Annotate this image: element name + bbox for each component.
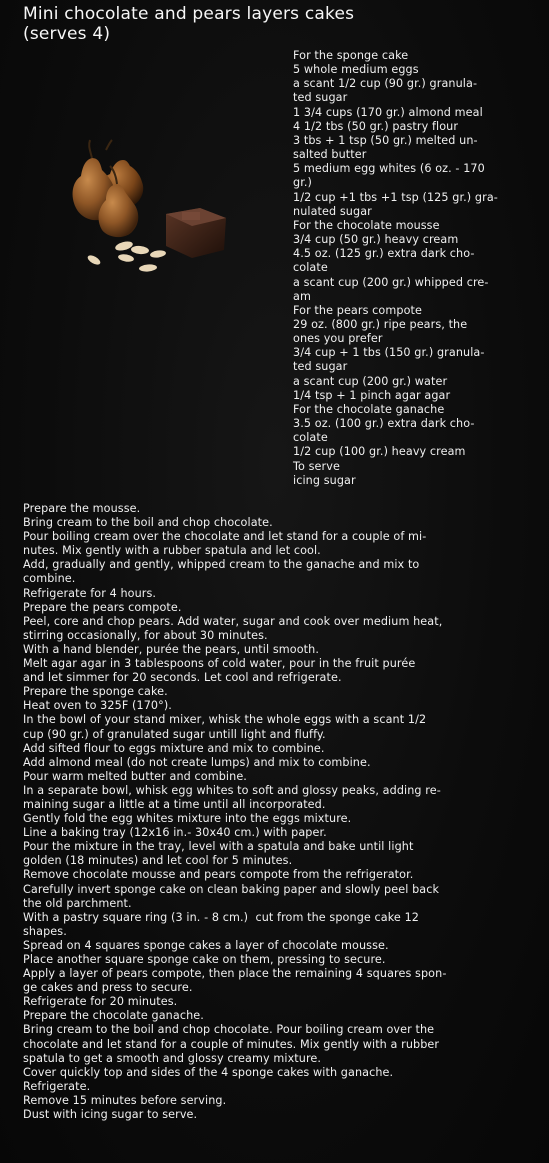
method-line: chocolate and let stand for a couple of minutes. Mix gently with a rubber bbox=[23, 1037, 440, 1051]
almonds bbox=[86, 240, 166, 272]
method-line: spatula to get a smooth and glossy creamy mixture. bbox=[23, 1051, 322, 1065]
method-line: Melt agar agar in 3 tablespoons of cold water, pour in the fruit purée bbox=[23, 657, 416, 671]
method-line: cup (90 gr.) of granulated sugar untill light and fluffy. bbox=[23, 727, 326, 741]
ingredient-line: 1/2 cup (100 gr.) heavy cream bbox=[293, 445, 466, 459]
method-line: golden (18 minutes) and let cool for 5 minutes. bbox=[23, 854, 293, 868]
ingredient-line: 4 1/2 tbs (50 gr.) pastry flour bbox=[293, 119, 459, 133]
pears-chocolate-photo bbox=[70, 138, 240, 278]
ingredient-line: a scant cup (200 gr.) whipped cre- bbox=[293, 275, 489, 289]
method-line: Apply a layer of pears compote, then place the remaining 4 squares spon- bbox=[23, 967, 447, 981]
method-line: Add, gradually and gently, whipped cream to the ganache and mix to bbox=[23, 558, 420, 572]
method-line: maining sugar a little at a time until all incorporated. bbox=[23, 797, 326, 811]
method-line: Line a baking tray (12x16 in.- 30x40 cm.) with paper. bbox=[23, 826, 327, 840]
method-line: shapes. bbox=[23, 924, 67, 938]
ingredient-line: For the sponge cake bbox=[293, 49, 409, 62]
ingredient-line: ted sugar bbox=[293, 360, 348, 374]
method-line: Place another square sponge cake on them, pressing to secure. bbox=[23, 953, 386, 966]
method-line: Pour boiling cream over the chocolate and let stand for a couple of mi- bbox=[23, 530, 427, 544]
method-line: nutes. Mix gently with a rubber spatula and let cool. bbox=[23, 544, 321, 558]
method-line: Pour warm melted butter and combine. bbox=[23, 769, 247, 783]
ingredient-line: colate bbox=[293, 261, 328, 275]
ingredient-line: 3/4 cup (50 gr.) heavy cream bbox=[293, 233, 459, 247]
method-line: Add almond meal (do not create lumps) and mix to combine. bbox=[23, 755, 371, 769]
method-line: Refrigerate for 20 minutes. bbox=[23, 995, 178, 1009]
method-line: With a pastry square ring (3 in. - 8 cm.) cut from the sponge cake 12 bbox=[23, 910, 419, 924]
chocolate-chunk bbox=[166, 208, 226, 258]
ingredient-line: 1 3/4 cups (170 gr.) almond meal bbox=[293, 105, 483, 119]
method-line: Dust with icing sugar to serve. bbox=[23, 1108, 198, 1122]
ingredient-line: To serve bbox=[293, 459, 340, 473]
method-line: Prepare the sponge cake. bbox=[23, 685, 168, 699]
ingredient-line: 5 medium egg whites (6 oz. - 170 bbox=[293, 162, 485, 176]
method-line: stirring occasionally, for about 30 minutes. bbox=[23, 628, 268, 642]
ingredient-line: 1/4 tsp + 1 pinch agar agar bbox=[293, 388, 451, 402]
ingredient-line: 29 oz. (800 gr.) ripe pears, the bbox=[293, 317, 468, 331]
method-line: Heat oven to 325F (170°). bbox=[23, 699, 172, 713]
ingredient-line: icing sugar bbox=[293, 473, 356, 487]
method-line: the old parchment. bbox=[23, 896, 132, 910]
method-line: Remove 15 minutes before serving. bbox=[23, 1093, 227, 1107]
ingredient-line: For the pears compote bbox=[293, 303, 422, 317]
ingredient-line: For the chocolate mousse bbox=[293, 218, 440, 232]
ingredient-line: colate bbox=[293, 431, 328, 445]
method-line: Remove chocolate mousse and pears compote from the refrigerator. bbox=[23, 868, 414, 882]
method-line: ge cakes and press to secure. bbox=[23, 981, 193, 995]
method-line: combine. bbox=[23, 572, 76, 586]
method-line: Prepare the mousse. bbox=[23, 502, 141, 515]
ingredient-line: 3.5 oz. (100 gr.) extra dark cho- bbox=[293, 417, 475, 431]
ingredients-list bbox=[293, 49, 538, 488]
ingredient-line: 4.5 oz. (125 gr.) extra dark cho- bbox=[293, 247, 475, 261]
method-line: Add sifted flour to eggs mixture and mix to combine. bbox=[23, 741, 325, 755]
ingredient-line: a scant cup (200 gr.) water bbox=[293, 374, 448, 388]
ingredient-line: nulated sugar bbox=[293, 204, 372, 218]
method-line: Pour the mixture in the tray, level with a spatula and bake until light bbox=[23, 840, 414, 854]
ingredient-line: salted butter bbox=[293, 148, 367, 162]
ingredient-line: 5 whole medium eggs bbox=[293, 63, 419, 77]
ingredient-line: ones you prefer bbox=[293, 332, 383, 346]
ingredient-line: gr.) bbox=[293, 176, 312, 190]
ingredient-line: For the chocolate ganache bbox=[293, 402, 445, 416]
method-line: Bring cream to the boil and chop chocolate. bbox=[23, 516, 273, 530]
method-line: Refrigerate for 4 hours. bbox=[23, 586, 157, 600]
method-line: Prepare the pears compote. bbox=[23, 600, 182, 614]
method-line: Carefully invert sponge cake on clean baking paper and slowly peel back bbox=[23, 882, 440, 896]
ingredient-line: 3 tbs + 1 tsp (50 gr.) melted un- bbox=[293, 133, 478, 147]
method-line: Bring cream to the boil and chop chocolate. Pour boiling cream over the bbox=[23, 1023, 435, 1037]
ingredient-line: 3/4 cup + 1 tbs (150 gr.) granula- bbox=[293, 346, 485, 360]
method-line: Refrigerate. bbox=[23, 1079, 91, 1093]
recipe-title bbox=[23, 4, 403, 44]
recipe-title-line-2: (serves 4) bbox=[23, 24, 111, 44]
method-steps bbox=[23, 502, 538, 1122]
method-line: Gently fold the egg whites mixture into the eggs mixture. bbox=[23, 812, 352, 826]
ingredient-line: 1/2 cup +1 tbs +1 tsp (125 gr.) gra- bbox=[293, 190, 498, 204]
method-line: In a separate bowl, whisk egg whites to soft and glossy peaks, adding re- bbox=[23, 783, 441, 797]
method-line: Spread on 4 squares sponge cakes a layer of chocolate mousse. bbox=[23, 938, 389, 952]
method-line: Cover quickly top and sides of the 4 sponge cakes with ganache. bbox=[23, 1065, 394, 1079]
ingredient-line: am bbox=[293, 289, 311, 303]
method-line: Prepare the chocolate ganache. bbox=[23, 1009, 204, 1023]
method-line: and let simmer for 20 seconds. Let cool and refrigerate. bbox=[23, 671, 342, 685]
ingredient-line: ted sugar bbox=[293, 91, 348, 105]
method-line: With a hand blender, purée the pears, until smooth. bbox=[23, 642, 319, 656]
recipe-title-line-1: Mini chocolate and pears layers cakes bbox=[23, 4, 355, 24]
ingredient-line: a scant 1/2 cup (90 gr.) granula- bbox=[293, 77, 478, 91]
method-line: Peel, core and chop pears. Add water, sugar and cook over medium heat, bbox=[23, 614, 443, 628]
method-line: In the bowl of your stand mixer, whisk the whole eggs with a scant 1/2 bbox=[23, 713, 427, 727]
